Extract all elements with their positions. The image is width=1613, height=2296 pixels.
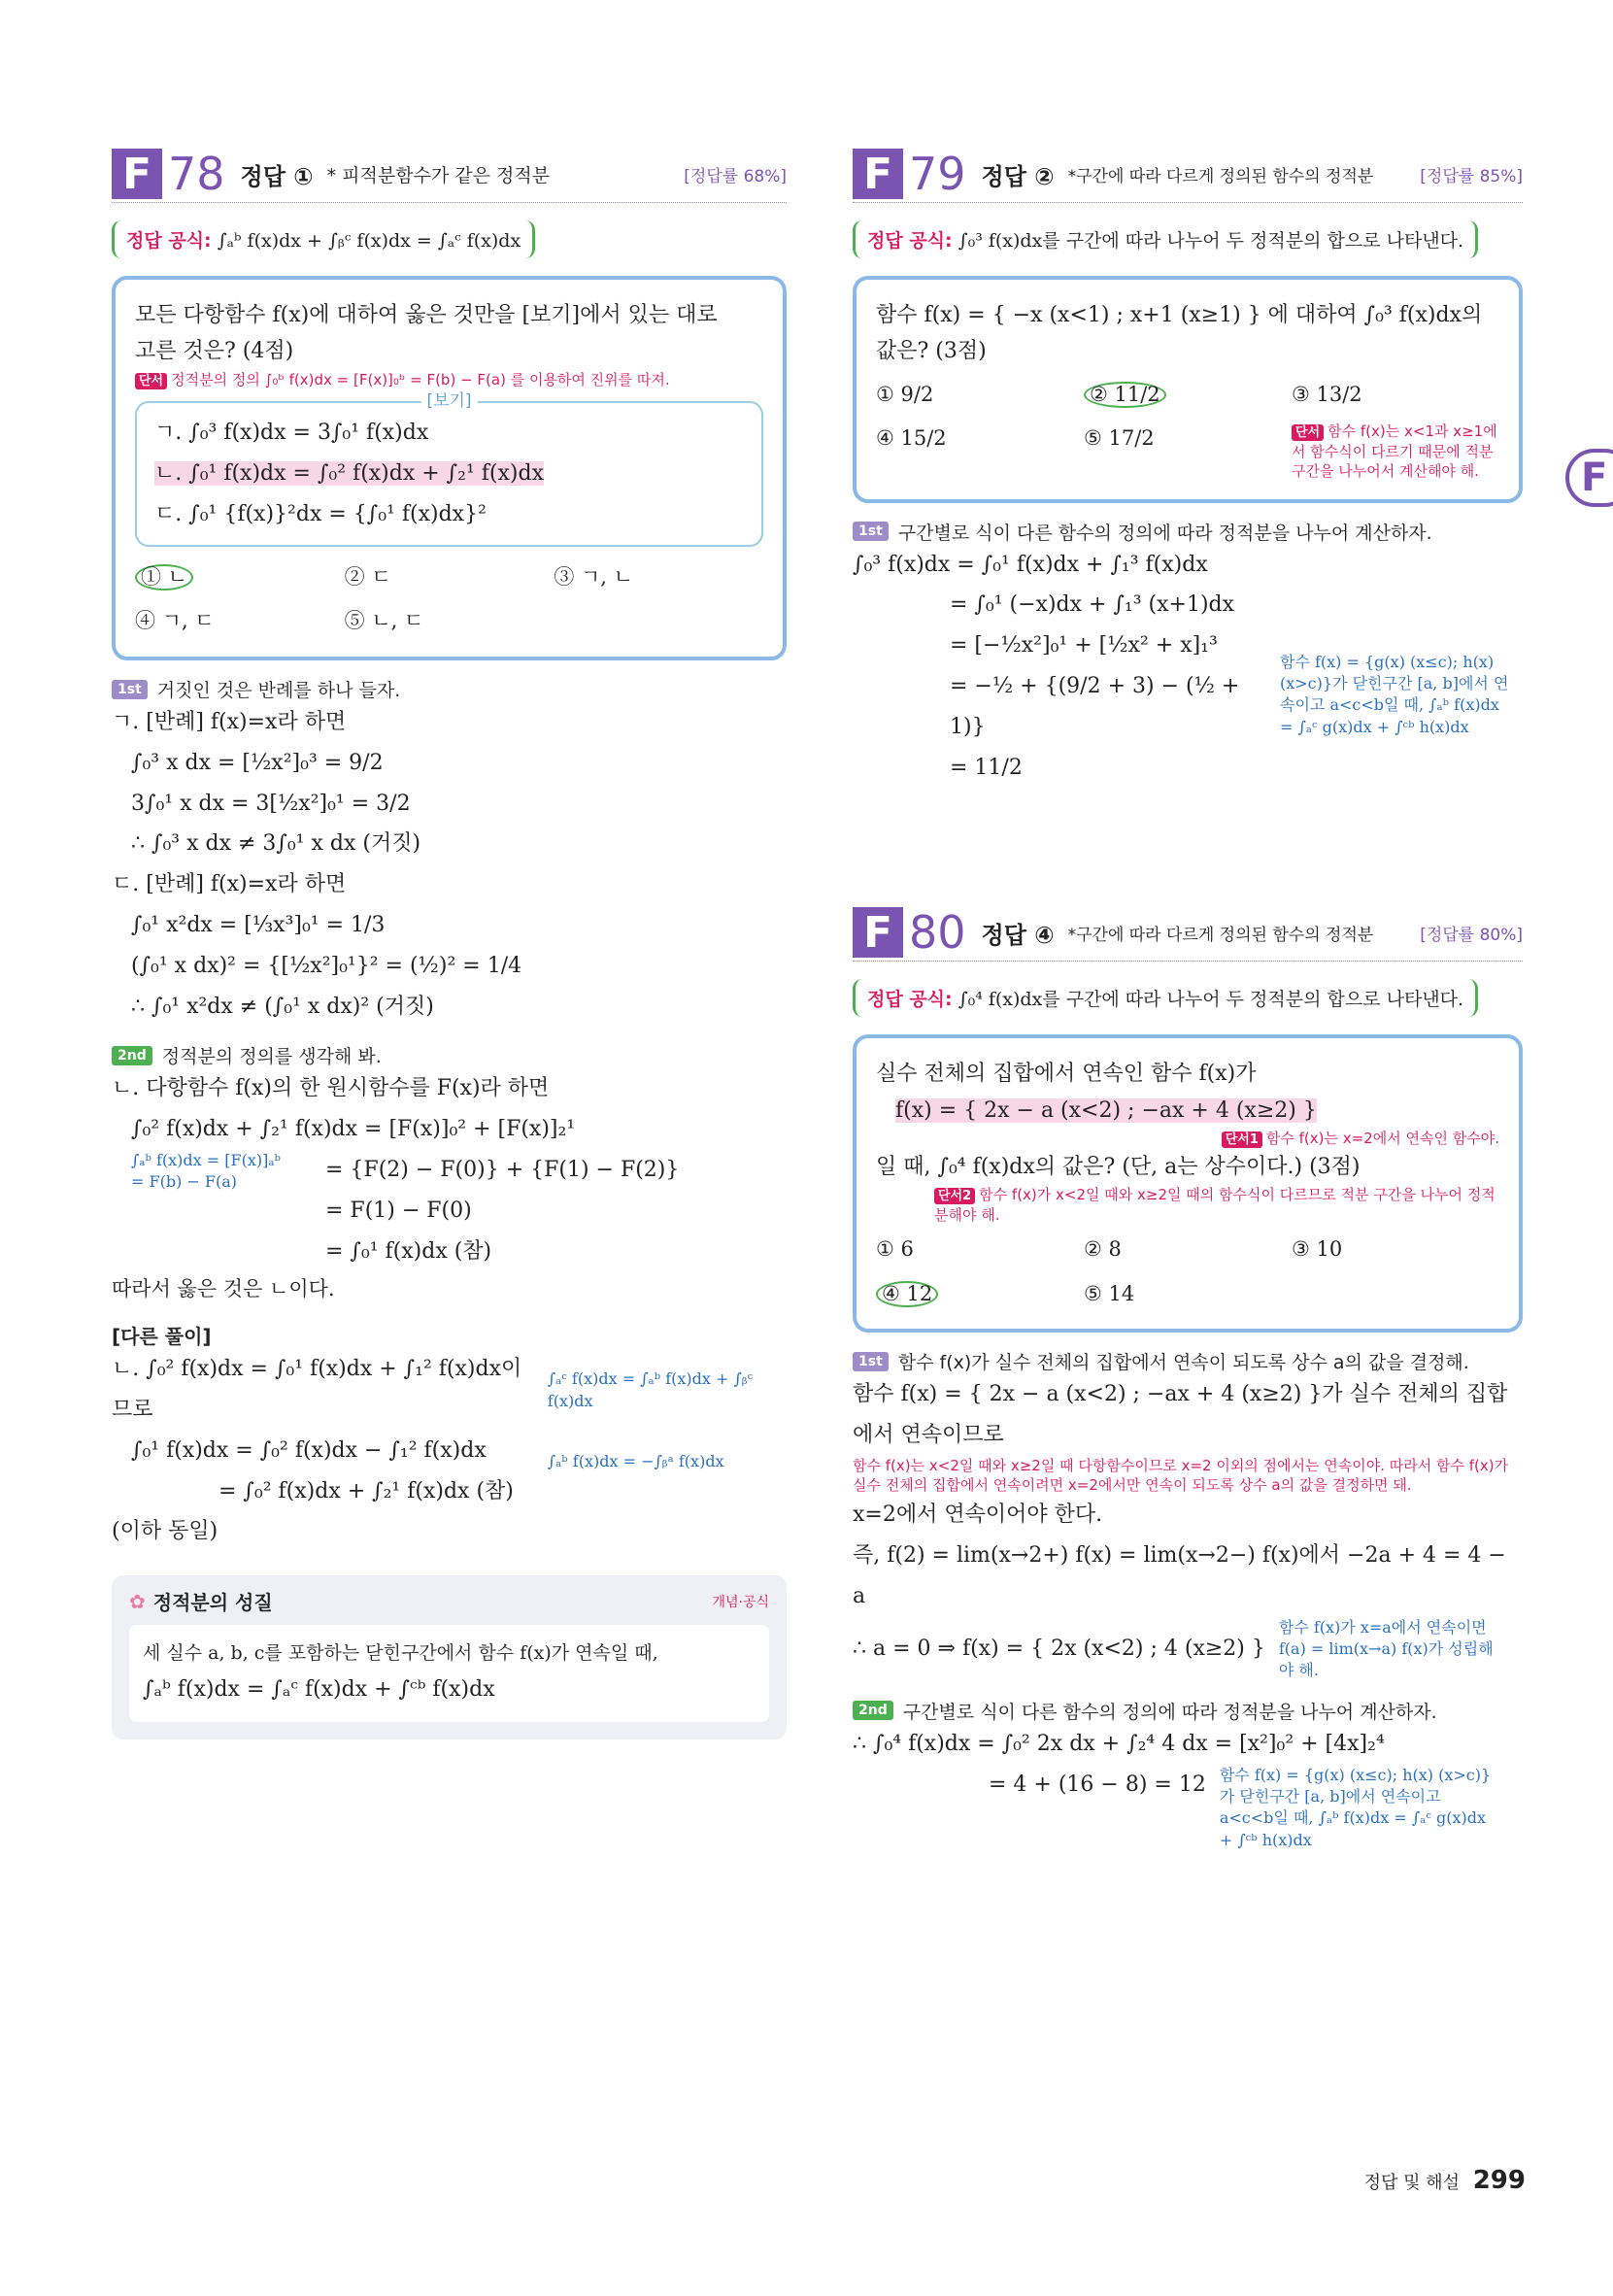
selected-answer-mark: ① ㄴ [135,564,193,591]
question-line-2 [135,333,763,369]
concept-line-1: 세 실수 a, b, c를 포함하는 닫힌구간에서 함수 f(x)가 연속일 때, [143,1642,658,1665]
choice-1[interactable]: ① 6 [876,1236,914,1261]
hint [1292,422,1499,481]
step-badge: 1st [853,1352,889,1371]
choice-4[interactable]: ④ ㄱ, ㄷ [135,609,215,633]
problem-78-header [112,146,787,203]
property-note-2: ∫ₐᵇ f(x)dx = −∫ᵦᵃ f(x)dx [547,1451,724,1470]
solution-line: ㄱ. [반례] f(x)=x라 하면 [112,710,347,735]
question-box [112,276,787,660]
hint-2 [876,1185,1499,1225]
step-text: 구간별로 식이 다른 함수의 정의에 따라 정적분을 나누어 계산하자. [897,522,1432,544]
formula-label: 정답 공식: [126,230,212,252]
question-box [853,276,1523,503]
solution-line: (이하 동일) [112,1519,218,1544]
solution-line: ∫₀² f(x)dx + ∫₂¹ f(x)dx = [F(x)]₀² + [F(x)]₂¹ [131,1117,576,1142]
definition-note: ∫ₐᵇ f(x)dx = [F(x)]ₐᵇ = F(b) − F(a) [131,1151,281,1192]
solution-step-1 [853,545,1270,789]
step-2 [112,1042,787,1068]
bogi-title: [보기] [420,388,477,416]
continuity-note: 함수 f(x)는 x<2일 때와 x≥2일 때 다항함수이므로 x=2 이외의 점에서는 연속이야. 따라서 함수 f(x)가 실수 전체의 집합에서 연속이려면 x=2에서만 연속이 되도록 상수 a의 값을 결정하면 돼. [853,1456,1509,1495]
step-badge: 2nd [112,1046,152,1065]
solution-step-2 [112,1068,787,1271]
hint-1 [876,1129,1499,1149]
formula-label: 정답 공식: [867,230,953,252]
choice-1[interactable] [135,560,345,595]
choice-4[interactable]: ④ 15/2 [876,426,947,451]
choice-2[interactable] [1084,378,1292,413]
solution-line: ∴ ∫₀³ x dx ≠ 3∫₀¹ x dx (거짓) [131,831,421,857]
concept-body [129,1625,769,1722]
bogi-item-2: ㄴ. ∫₀¹ f(x)dx = ∫₀² f(x)dx + ∫₂¹ f(x)dx [154,461,544,487]
answer-label: 정답 ① [240,162,314,190]
property-note-1: ∫ₐᶜ f(x)dx = ∫ₐᵇ f(x)dx + ∫ᵦᶜ f(x)dx [547,1369,754,1410]
unit-badge: F [853,907,903,958]
choice-list [876,378,1499,482]
question-text: 함수 f(x) = { −x (x<1) ; x+1 (x≥1) } 에 대하여 ∫₀³ f(x)dx의 값은? (3점) [876,303,1483,364]
solution-line: = 11/2 [950,755,1023,780]
answer-label: 정답 ② [981,162,1055,190]
solution-line: ㄴ. ∫₀² f(x)dx = ∫₀¹ f(x)dx + ∫₁² f(x)dx이므로 [112,1357,522,1422]
solution-line: x=2에서 연속이어야 한다. [853,1503,1103,1528]
correct-rate: [정답률 68%] [684,166,787,186]
answer-formula [112,220,535,258]
solution-line: = F(1) − F(0) [325,1198,472,1223]
step-1 [853,1348,1523,1374]
formula-label: 정답 공식: [867,989,953,1011]
choice-3[interactable]: ③ 10 [1292,1236,1343,1261]
solution-line: ∴ ∫₀¹ x²dx ≠ (∫₀¹ x dx)² (거짓) [131,994,434,1019]
choice-2[interactable]: ② 8 [1084,1236,1122,1261]
correct-rate: [정답률 80%] [1420,925,1523,945]
concept-tag: 개념·공식 [712,1594,769,1610]
solution-line: = {F(2) − F(0)} + {F(1) − F(2)} [325,1158,680,1183]
question-box [853,1034,1523,1333]
solution-step-1 [112,702,787,1027]
unit-badge: F [853,149,903,199]
solution-line: 3∫₀¹ x dx = 3[½x²]₀¹ = 3/2 [131,791,411,816]
problems-79-80-column [853,146,1523,1851]
topic-label: *구간에 따라 다르게 정의된 함수의 정적분 [1067,166,1374,186]
choice-1[interactable]: ① 9/2 [876,382,934,406]
step-text: 함수 f(x)가 실수 전체의 집합에서 연속이 되도록 상수 a의 값을 결정해. [897,1352,1469,1374]
concept-title: 정적분의 성질 [152,1591,273,1615]
question-line-1: 모든 다항함수 f(x)에 대하여 옳은 것만을 [보기]에서 있는 대로 [135,303,718,327]
solution-line: = 4 + (16 − 8) = 12 [989,1772,1206,1797]
solution-line: ㄷ. [반례] f(x)=x라 하면 [112,872,347,897]
problem-79-header [853,146,1523,203]
choice-5[interactable]: ⑤ 17/2 [1084,426,1155,451]
concept-line-2: ∫ₐᵇ f(x)dx = ∫ₐᶜ f(x)dx + ∫ᶜᵇ f(x)dx [143,1677,495,1703]
choice-4[interactable] [876,1277,1084,1312]
question-line-1: 실수 전체의 집합에서 연속인 함수 f(x)가 [876,1062,1257,1087]
choice-3[interactable]: ③ ㄱ, ㄴ [554,564,633,589]
flower-icon: ✿ [129,1589,146,1613]
problem-80-header [853,904,1523,962]
solution-line: ∫₀³ x dx = [½x²]₀³ = 9/2 [131,750,384,775]
hint-text: 함수 f(x)가 x<2일 때와 x≥2일 때의 함수식이 다르므로 적분 구간을 나누어 정적분해야 해. [934,1186,1495,1224]
formula-text: ∫₀⁴ f(x)dx를 구간에 따라 나누어 두 정적분의 합으로 나타낸다. [958,989,1464,1011]
hint-text: 함수 f(x)는 x<1과 x≥1에서 함수식이 다르기 때문에 적분 구간을 나누어서 계산해야 해. [1292,422,1497,481]
hint-tag: 단서2 [934,1188,975,1204]
step-1 [112,676,787,702]
bogi-item-1: ㄱ. ∫₀³ f(x)dx = 3∫₀¹ f(x)dx [154,421,429,446]
step-text: 구간별로 식이 다른 함수의 정의에 따라 정적분을 나누어 계산하자. [902,1701,1437,1723]
other-solution-title: [다른 풀이] [112,1325,212,1349]
topic-label: *구간에 따라 다르게 정의된 함수의 정적분 [1067,925,1374,945]
topic-label: * 피적분함수가 같은 정적분 [326,164,551,186]
solution-line: ㄴ. 다항함수 f(x)의 한 원시함수를 F(x)라 하면 [112,1076,550,1101]
piecewise-note: 함수 f(x) = {g(x) (x≤c); h(x) (x>c)}가 닫힌구간 [a, b]에서 연속이고 a<c<b일 때, ∫ₐᵇ f(x)dx = ∫ₐᶜ g(x)dx + ∫ᶜᵇ h(x)dx [1219,1765,1492,1849]
footer-label: 정답 및 해설 [1363,2173,1460,2193]
solution-line: = [−½x²]₀¹ + [½x² + x]₁³ [950,633,1218,658]
question-line-3: 일 때, ∫₀⁴ f(x)dx의 값은? (단, a는 상수이다.) (3점) [876,1154,1361,1179]
concept-header [129,1587,769,1615]
choice-5[interactable]: ⑤ ㄴ, ㄷ [344,609,424,633]
limit-note: 함수 f(x)가 x=a에서 연속이면 f(a) = lim(x→a) f(x)가 성립해야 해. [1278,1617,1494,1680]
step-badge: 2nd [853,1701,893,1720]
bogi-item-3: ㄷ. ∫₀¹ {f(x)}²dx = {∫₀¹ f(x)dx}² [154,501,487,526]
solution-line: 함수 f(x) = { 2x − a (x<2) ; −ax + 4 (x≥2) }가 실수 전체의 집합에서 연속이므로 [853,1382,1508,1447]
solution-line: (∫₀¹ x dx)² = {[½x²]₀¹}² = (½)² = 1/4 [131,953,522,978]
choice-3[interactable]: ③ 13/2 [1292,382,1362,406]
choice-list [135,560,763,639]
selected-answer-mark: ② 11/2 [1084,382,1166,408]
answer-formula [853,220,1478,258]
page-number: 299 [1472,2166,1526,2195]
formula-text: ∫₀³ f(x)dx를 구간에 따라 나누어 두 정적분의 합으로 나타낸다. [958,230,1464,252]
bogi-box [135,391,763,546]
chapter-side-tab: F [1565,449,1613,507]
hint-text: 정적분의 정의 ∫₀ᵇ f(x)dx = [F(x)]₀ᵇ = F(b) − F(a) 를 이용하여 진위를 따져. [171,370,670,388]
step-text: 거짓인 것은 반례를 하나 들자. [156,680,401,702]
answer-label: 정답 ④ [981,921,1055,949]
problem-number: 78 [168,148,225,200]
page-footer [1364,2166,1526,2195]
choice-2[interactable]: ② ㄷ [344,564,391,589]
hint-tag: 단서1 [1222,1131,1262,1148]
solution-line: ∴ a = 0 ⇒ f(x) = { 2x (x<2) ; 4 (x≥2) } [853,1637,1265,1662]
step-2 [853,1698,1523,1724]
formula-text: ∫ₐᵇ f(x)dx + ∫ᵦᶜ f(x)dx = ∫ₐᶜ f(x)dx [217,230,521,252]
piecewise-definition: f(x) = { 2x − a (x<2) ; −ax + 4 (x≥2) } [895,1097,1317,1123]
solution-line: = ∫₀¹ f(x)dx (참) [325,1238,492,1264]
problem-78-column [112,146,787,1739]
concept-box [112,1575,787,1739]
solution-line: ∫₀³ f(x)dx = ∫₀¹ f(x)dx + ∫₁³ f(x)dx [853,552,1208,577]
correct-rate: [정답률 85%] [1420,166,1523,186]
question-text: 고른 것은? (4점) [135,339,294,364]
problem-number: 80 [909,906,966,960]
solution-line: ∴ ∫₀⁴ f(x)dx = ∫₀² 2x dx + ∫₂⁴ 4 dx = [x²]₀² + [4x]₂⁴ [853,1731,1385,1756]
conclusion: 따라서 옳은 것은 ㄴ이다. [112,1277,335,1301]
answer-formula [853,979,1478,1017]
hint-tag: 단서 [1292,424,1324,441]
solution-line: = ∫₀¹ (−x)dx + ∫₁³ (x+1)dx [950,592,1235,618]
step-badge: 1st [112,680,148,699]
hint-text: 함수 f(x)는 x=2에서 연속인 함수야. [1265,1130,1499,1148]
problem-number: 79 [909,148,966,200]
solution-line: ∫₀¹ x²dx = [⅓x³]₀¹ = 1/3 [131,913,386,938]
solution-line: = −½ + {(9/2 + 3) − (½ + 1)} [950,673,1240,739]
solution-line: = ∫₀² f(x)dx + ∫₂¹ f(x)dx (참) [218,1478,514,1503]
choice-5[interactable]: ⑤ 14 [1084,1281,1135,1305]
piecewise-note: 함수 f(x) = {g(x) (x≤c); h(x) (x>c)}가 닫힌구간 [a, b]에서 연속이고 a<c<b일 때, ∫ₐᵇ f(x)dx = ∫ₐᶜ g(x)dx + ∫ᶜᵇ h(x)dx [1280,652,1509,736]
unit-badge: F [112,149,162,199]
choice-list [876,1232,1499,1311]
selected-answer-mark: ④ 12 [876,1281,938,1307]
step-text: 정적분의 정의를 생각해 봐. [161,1046,382,1068]
hint [135,370,763,390]
step-badge: 1st [853,522,889,541]
hint-tag: 단서 [135,373,167,389]
solution-line: ∫₀¹ f(x)dx = ∫₀² f(x)dx − ∫₁² f(x)dx [131,1437,487,1463]
solution-line: 즉, f(2) = lim(x→2+) f(x) = lim(x→2−) f(x)에서 −2a + 4 = 4 − a [853,1543,1506,1608]
step-1 [853,519,1523,545]
